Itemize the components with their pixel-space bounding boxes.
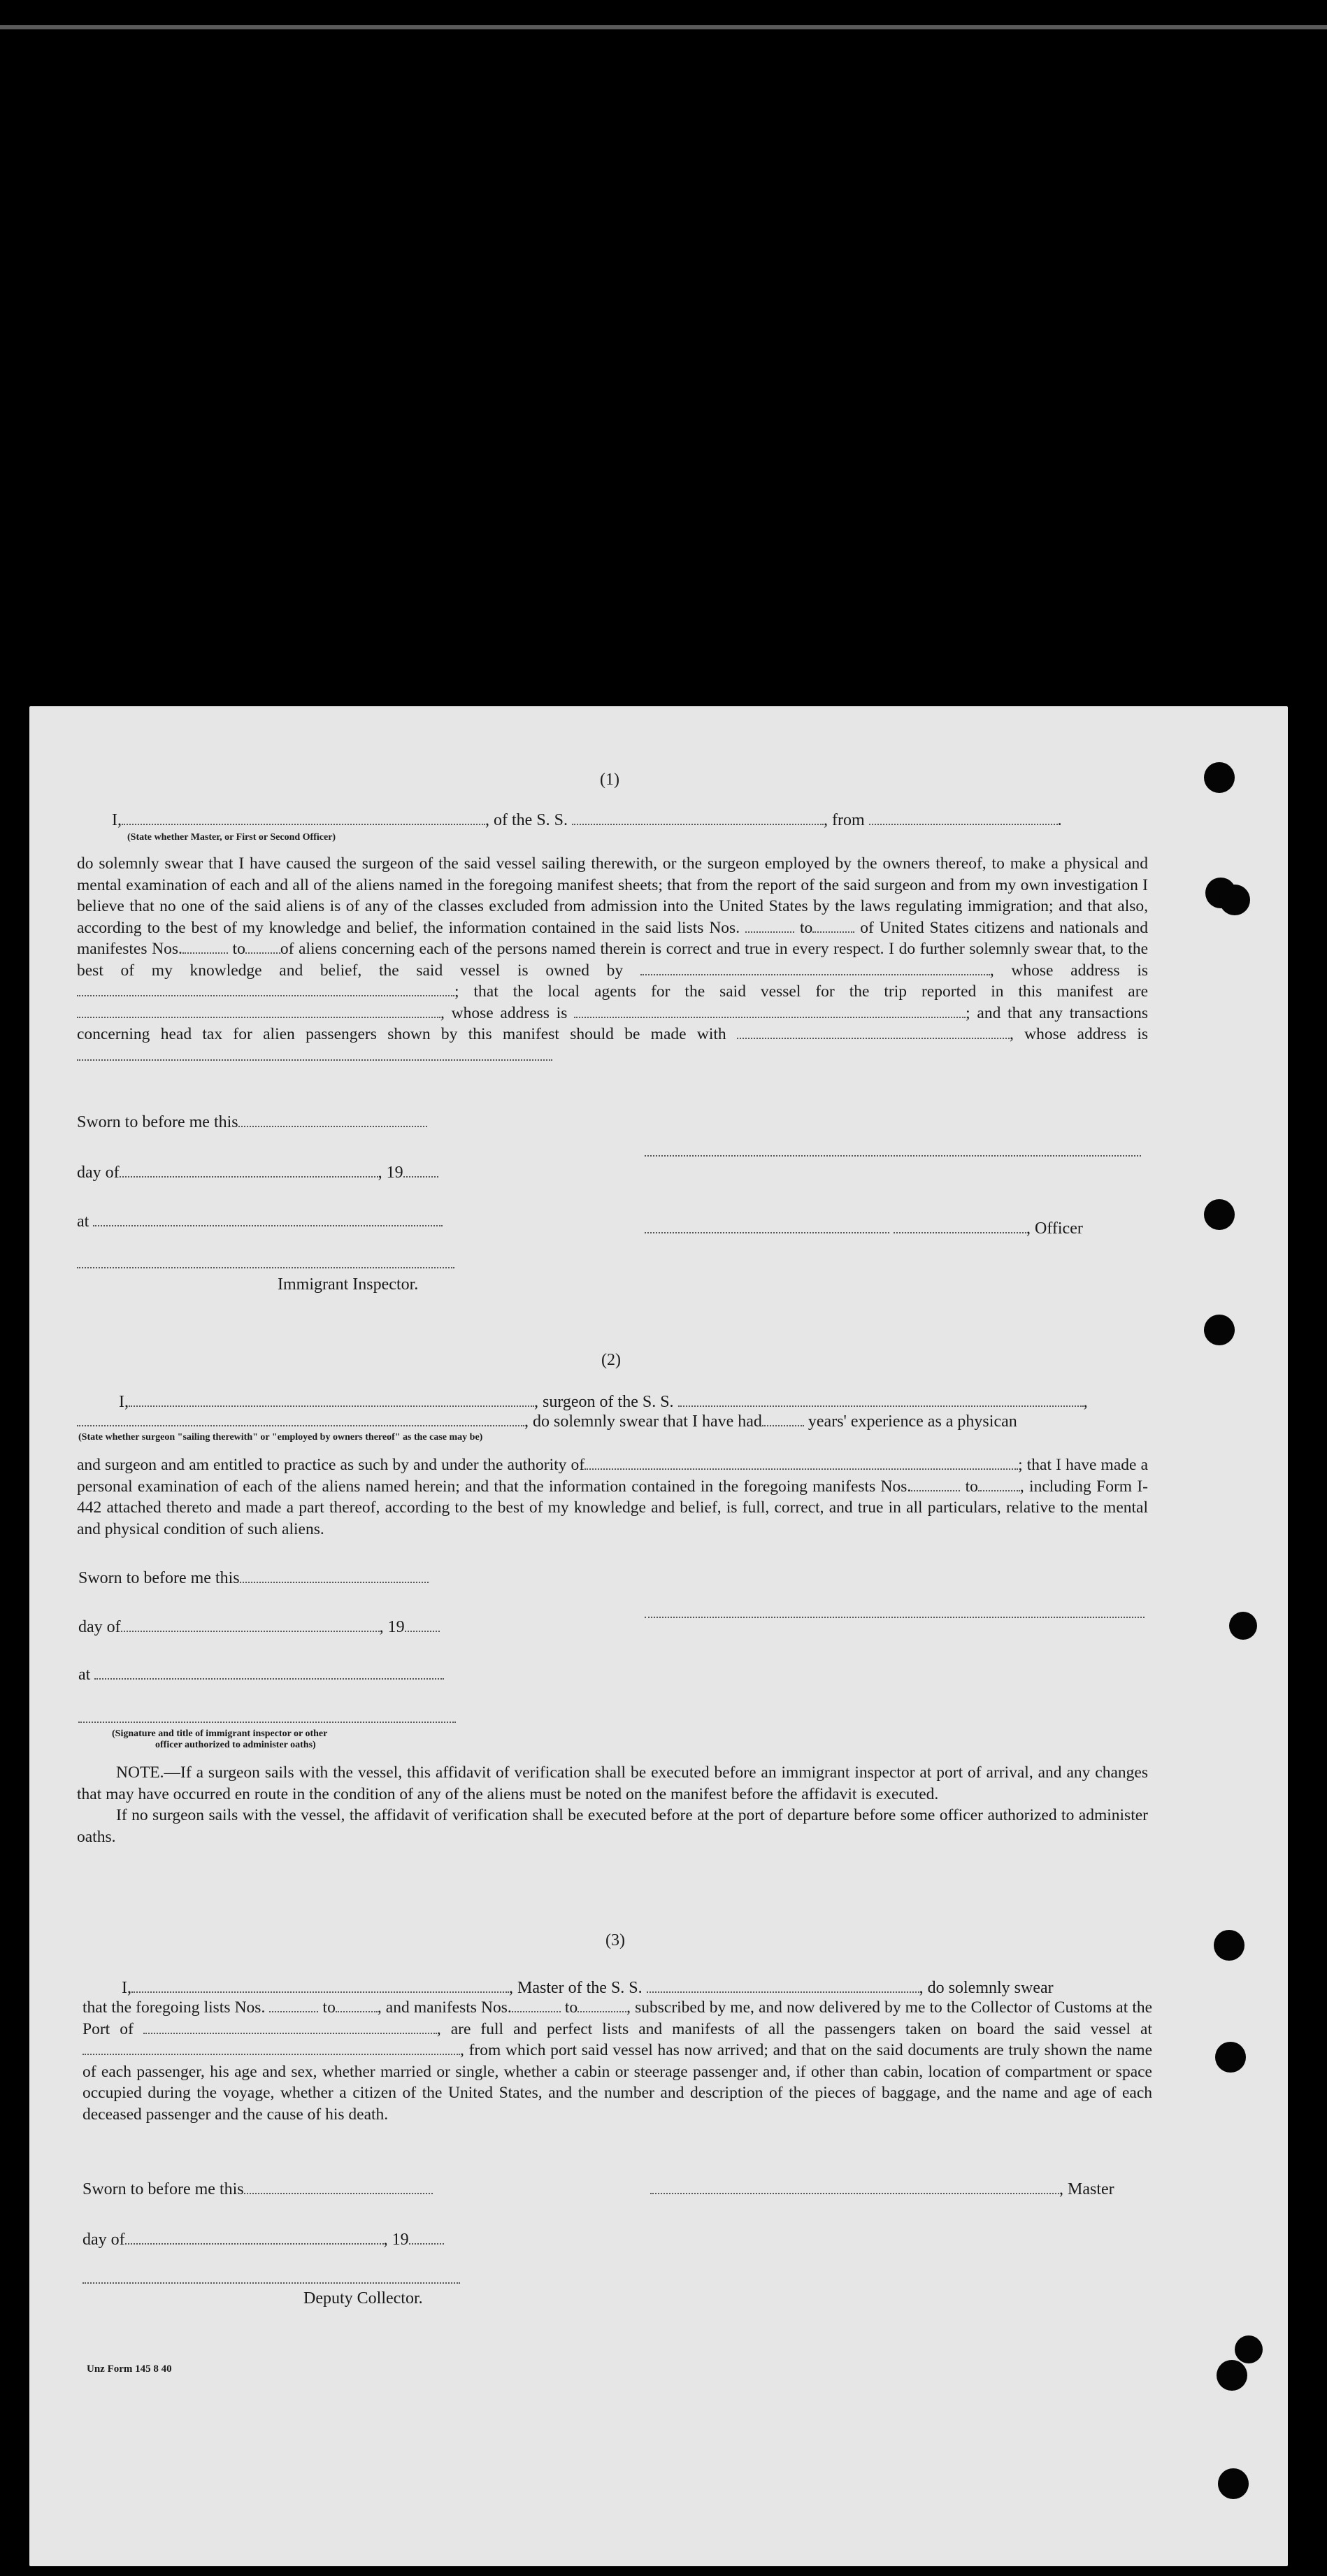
section-3-deputy-label: Deputy Collector.: [303, 2289, 423, 2307]
binder-hole: [1215, 2042, 1246, 2073]
surgeon-caption: (State whether surgeon "sailing therewith" or "employed by owners thereof" as the case may be): [78, 1432, 483, 1443]
oath-i-label: I,: [112, 811, 122, 829]
scan-top-edge: [0, 25, 1327, 29]
section-1-inspector-label: Immigrant Inspector.: [278, 1275, 419, 1294]
section-3-sworn: Sworn to before me this: [83, 2179, 433, 2200]
binder-hole: [1219, 885, 1250, 915]
section-2-oath-line: I, , surgeon of the S. S. ,: [119, 1393, 1088, 1411]
section-1-day-of: day of , 19: [77, 1162, 438, 1183]
binder-hole: [1235, 2335, 1263, 2363]
section-2-swear-line: , do solemnly swear that I have had years' experience as a physican: [77, 1411, 1017, 1432]
binder-hole: [1204, 1199, 1235, 1230]
form-number: Unz Form 145 8 40: [87, 2363, 172, 2375]
note-1: NOTE.—If a surgeon sails with the vessel, this affidavit of verification shall be executed before an immigrant inspector at port of arrival, and any changes that may have occurred en route in the condition of any of the aliens must be noted on the manifest before the affidavit is executed.: [77, 1763, 1148, 1803]
master-caption: (State whether Master, or First or Second Officer): [127, 832, 336, 843]
from-label: , from: [824, 811, 865, 829]
binder-hole: [1214, 1930, 1244, 1961]
section-1-officer: , Officer: [645, 1218, 1083, 1239]
binder-hole: [1217, 2360, 1247, 2391]
binder-hole: [1204, 762, 1235, 793]
section-1-inspector-line: [77, 1266, 454, 1268]
section-1-officer-signature-line: [645, 1154, 1141, 1157]
section-2-note: [77, 1762, 1148, 1847]
of-ss-label: , of the S. S.: [485, 811, 568, 829]
section-3-number: (3): [605, 1931, 625, 1949]
signature-caption-2: officer authorized to administer oaths): [155, 1740, 316, 1750]
section-3-master-signature: , Master: [650, 2179, 1114, 2200]
section-1-number: (1): [600, 771, 619, 789]
section-1-at: at: [77, 1211, 443, 1232]
section-2-inspector-line: [78, 1720, 456, 1723]
section-2-body: and surgeon and am entitled to practice as such by and under the authority of ; that I have made a personal examination of each of the aliens named herein; and that the information contained in the foregoing manifests Nos. to , including Form I-442 attached thereto and made a part thereof, according to the best of my knowledge and belief, is full, correct, and true in all particulars, relative to the mental and physical condition of such aliens.: [77, 1456, 1149, 1538]
section-2-at: at: [78, 1664, 444, 1685]
section-3-deputy-line: [83, 2281, 460, 2284]
section-2-number: (2): [601, 1351, 621, 1369]
section-1-body: do solemnly swear that I have caused the surgeon of the said vessel sailing therewith, or the surgeon employed by the owners thereof, to make a physical and mental examination of each and all of the aliens named in the foregoing manifest sheets; that from the report of the said surgeon and from my own investigation I believe that no one of the said aliens is of any of the classes excluded from admission into the United States by the laws regulating immigration; and that also, according to the best of my knowledge and belief, the information contained in the said lists Nos. to of United States citizens and nationals and manifestes Nos. to of aliens concerning each of the persons named therein is correct and true in every respect. I do further solemnly swear that, to the best of my knowledge and belief, the said vessel is owned by , whose address is ; that the local agents for the said vessel for the trip reported in this manifest are , whose address is ; and that any transactions concerning head tax for alien passengers shown by this manifest should be made with , whose address is: [77, 853, 1148, 1066]
binder-hole: [1218, 2468, 1249, 2499]
section-1-sworn: Sworn to before me this: [77, 1112, 427, 1133]
binder-hole: [1229, 1612, 1257, 1640]
manifest-affidavit-page: [29, 706, 1288, 2566]
section-3-oath-line: I, , Master of the S. S. , do solemnly swear: [122, 1979, 1054, 1997]
section-2-sworn: Sworn to before me this: [78, 1568, 429, 1589]
section-2-surgeon-signature-line: [645, 1615, 1145, 1618]
section-3-body: that the foregoing lists Nos. to , and manifests Nos. to , subscribed by me, and now delivered by me to the Collector of Customs at the Port of , are full and perfect lists and manifests of all the passengers taken on board the said vessel at , from which port said vessel has now arrived; and that on the said documents are truly shown the name of each passenger, his age and sex, whether married or single, whether a cabin or steerage passenger and, if other than cabin, location of compartment or space occupied during the voyage, whether a citizen of the United States, and the number and description of the pieces of baggage, and the name and age of each deceased passenger and the cause of his death.: [83, 1998, 1153, 2124]
note-2: If no surgeon sails with the vessel, the affidavit of verification shall be executed before at the port of departure before some officer authorized to administer oaths.: [77, 1806, 1148, 1846]
binder-hole: [1204, 1315, 1235, 1345]
section-2-day-of: day of , 19: [78, 1617, 440, 1638]
signature-caption-1: (Signature and title of immigrant inspector or other: [112, 1729, 328, 1739]
section-3-day-of: day of , 19: [83, 2229, 444, 2250]
section-1-oath-line: I, , of the S. S. , from .: [112, 811, 1062, 829]
